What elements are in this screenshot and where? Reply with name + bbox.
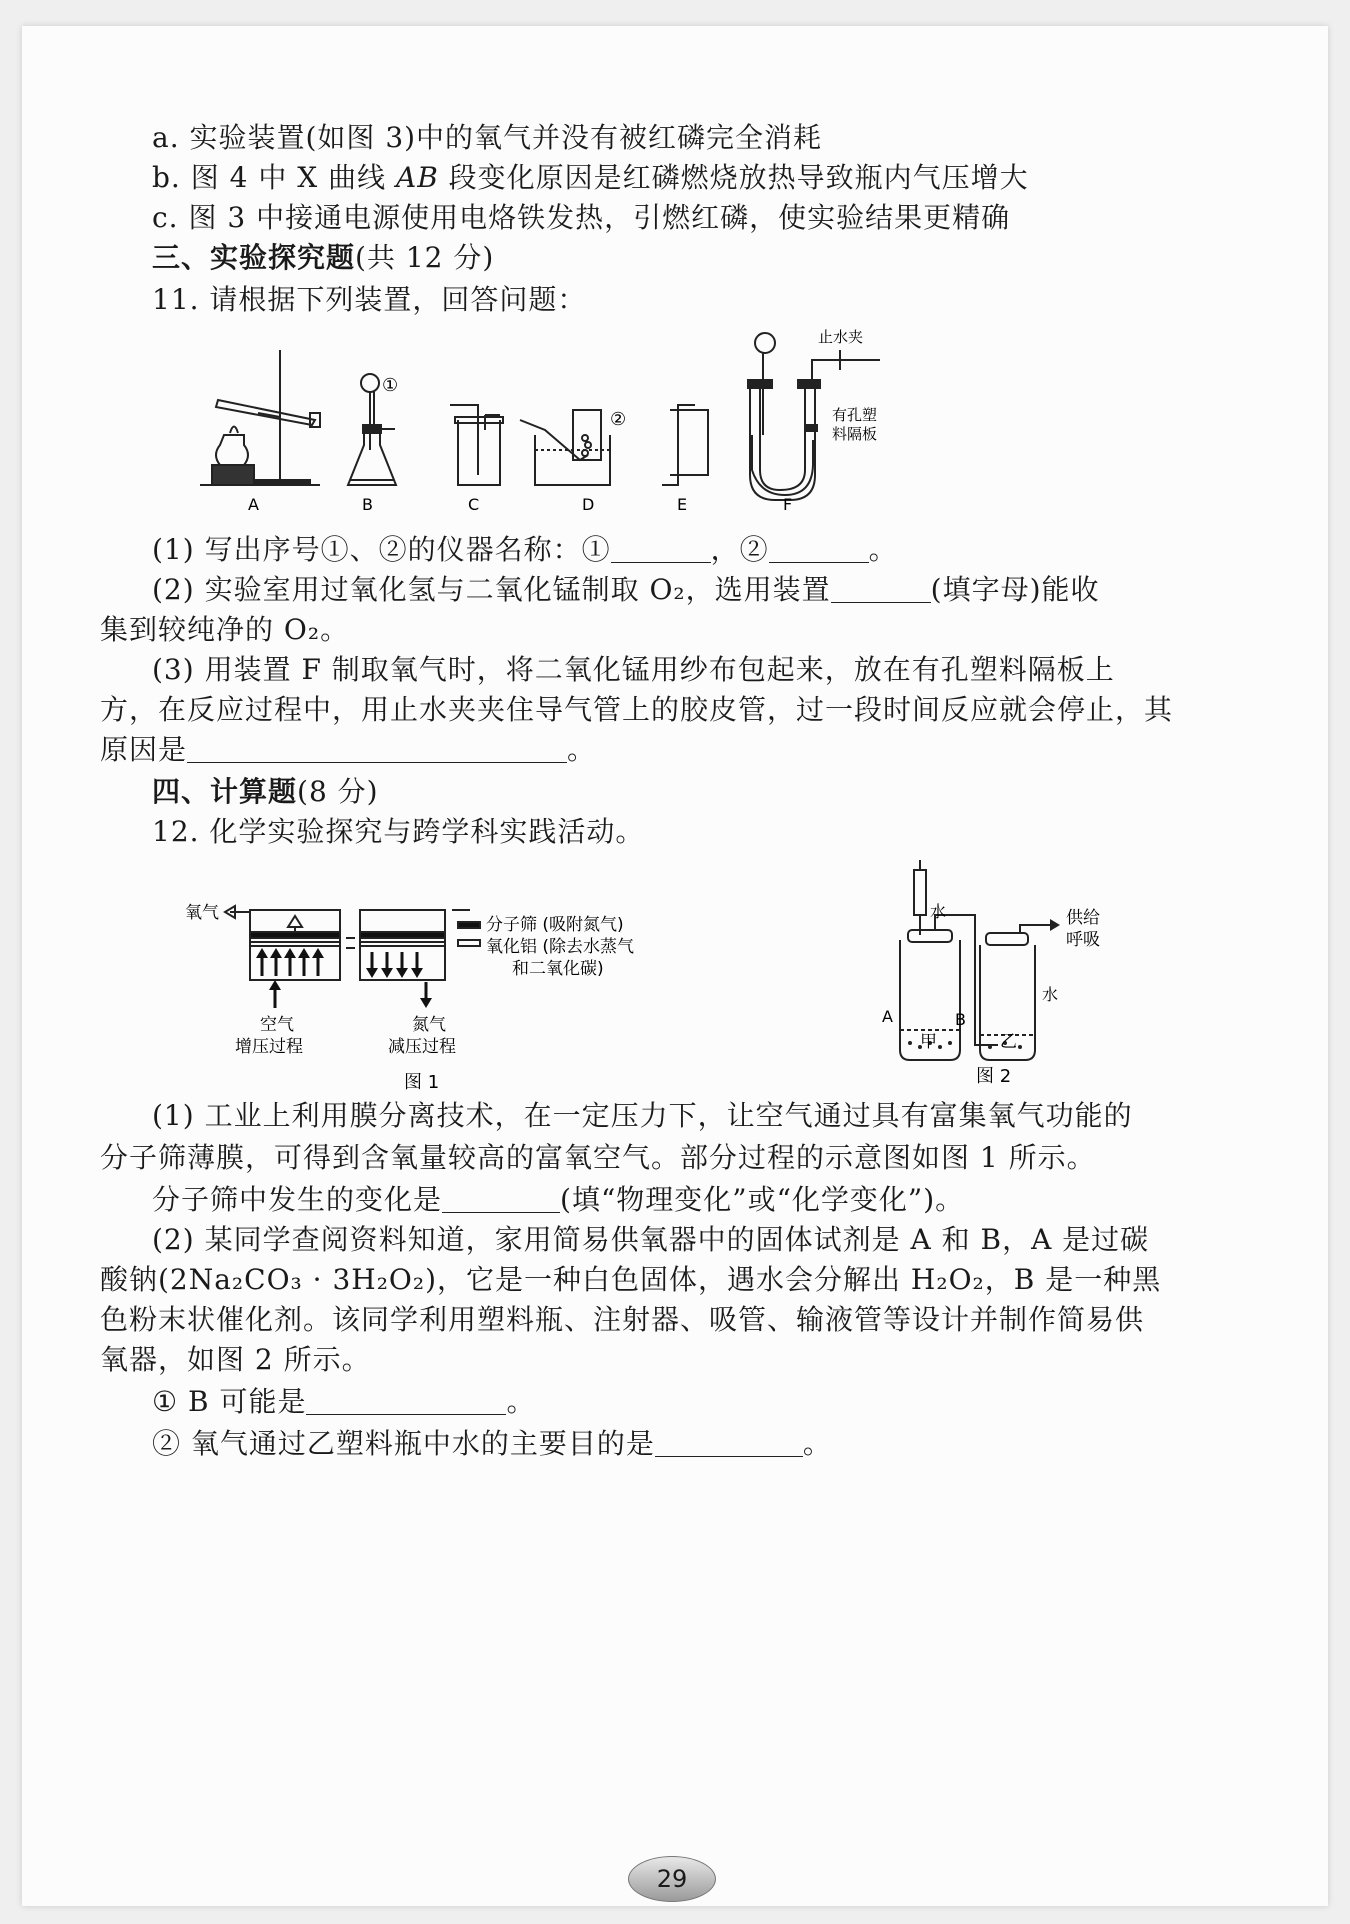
figure-1 bbox=[180, 890, 660, 1090]
option-a: a. 实验装置(如图 3)中的氧气并没有被红磷完全消耗 bbox=[152, 121, 823, 154]
label-d: D bbox=[582, 495, 595, 514]
q11-part-1: (1) 写出序号①、②的仪器名称：① ，② 。 bbox=[152, 533, 898, 566]
q12-part-1: (1) 工业上利用膜分离技术，在一定压力下，让空气通过具有富集氧气功能的 bbox=[152, 1099, 1133, 1132]
fig2-label-b: B bbox=[955, 1010, 966, 1029]
section-4-heading: 四、计算题(8 分) bbox=[152, 775, 379, 808]
q12-part-1-cont: 分子筛薄膜，可得到含氧量较高的富氧空气。部分过程的示意图如图 1 所示。 bbox=[100, 1141, 1096, 1174]
apparatus-a bbox=[200, 350, 320, 485]
apparatus-d bbox=[520, 410, 610, 485]
fig1-pressurize: 增压过程 bbox=[235, 1037, 303, 1057]
q12-sub-2: ② 氧气通过乙塑料瓶中水的主要目的是 。 bbox=[152, 1427, 832, 1460]
label-e: E bbox=[677, 495, 688, 514]
fig1-legend-1: 分子筛 (吸附氮气) bbox=[486, 915, 624, 935]
answer-blank-2[interactable] bbox=[769, 536, 869, 563]
answer-blank-3[interactable] bbox=[831, 576, 931, 603]
answer-blank-7[interactable] bbox=[655, 1430, 803, 1457]
q11-part-2-cont: 集到较纯净的 O₂。 bbox=[100, 613, 350, 646]
section-3-heading: 三、实验探究题(共 12 分) bbox=[152, 241, 495, 274]
label-f: F bbox=[783, 495, 793, 514]
q12-part-1-q: 分子筛中发生的变化是 (填“物理变化”或“化学变化”)。 bbox=[152, 1183, 965, 1216]
question-11-stem: 11. 请根据下列装置，回答问题： bbox=[152, 283, 587, 316]
label-a: A bbox=[248, 495, 259, 514]
answer-blank-1[interactable] bbox=[611, 536, 711, 563]
answer-blank-6[interactable] bbox=[306, 1388, 506, 1415]
label-c: C bbox=[468, 495, 480, 514]
q11-part-3: (3) 用装置 F 制取氧气时，将二氧化锰用纱布包起来，放在有孔塑料隔板上 bbox=[152, 653, 1115, 686]
label-plate-2: 料隔板 bbox=[832, 425, 878, 443]
label-circle-1: ① bbox=[382, 375, 399, 396]
q11-part-3-end: 原因是 。 bbox=[100, 733, 597, 766]
page-number: 29 bbox=[628, 1856, 716, 1902]
option-b: b. 图 4 中 X 曲线 AB 段变化原因是红磷燃烧放热导致瓶内气压增大 bbox=[152, 161, 1029, 194]
question-12-stem: 12. 化学实验探究与跨学科实践活动。 bbox=[152, 815, 645, 848]
fig2-label-a: A bbox=[882, 1007, 893, 1026]
fig2-water-2: 水 bbox=[1042, 985, 1059, 1004]
fig1-air: 空气 bbox=[260, 1015, 294, 1035]
q12-part-2-cont-3: 氧器，如图 2 所示。 bbox=[100, 1343, 371, 1376]
fig1-oxygen: 氧气 bbox=[185, 903, 219, 923]
fig2-caption: 图 2 bbox=[976, 1066, 1012, 1087]
label-b: B bbox=[362, 495, 373, 514]
fig1-nitrogen: 氮气 bbox=[412, 1015, 446, 1035]
q11-part-3-cont: 方，在反应过程中，用止水夹夹住导气管上的胶皮管，过一段时间反应就会停止，其 bbox=[100, 693, 1174, 726]
q12-sub-1: ① B 可能是 。 bbox=[152, 1385, 536, 1418]
answer-blank-5[interactable] bbox=[442, 1186, 560, 1213]
fig2-water-1: 水 bbox=[930, 902, 947, 921]
label-circle-2: ② bbox=[610, 409, 627, 430]
fig1-depressurize: 减压过程 bbox=[388, 1037, 456, 1057]
apparatus-figure bbox=[200, 325, 900, 520]
fig2-supply-2: 呼吸 bbox=[1066, 930, 1100, 950]
label-clamp: 止水夹 bbox=[818, 328, 864, 346]
figure-2 bbox=[880, 855, 1110, 1090]
fig2-supply-1: 供给 bbox=[1066, 908, 1100, 928]
fig1-caption: 图 1 bbox=[404, 1072, 440, 1090]
fig1-legend-3: 和二氧化碳) bbox=[512, 959, 604, 979]
apparatus-c bbox=[450, 405, 503, 485]
q12-part-2-cont-2: 色粉末状催化剂。该同学利用塑料瓶、注射器、吸管、输液管等设计并制作简易供 bbox=[100, 1303, 1145, 1336]
q11-part-2: (2) 实验室用过氧化氢与二氧化锰制取 O₂，选用装置 (填字母)能收 bbox=[152, 573, 1100, 606]
q12-part-2-cont-1: 酸钠(2Na₂CO₃ · 3H₂O₂)，它是一种白色固体，遇水会分解出 H₂O₂，B 是一种黑 bbox=[100, 1263, 1162, 1296]
option-c: c. 图 3 中接通电源使用电烙铁发热，引燃红磷，使实验结果更精确 bbox=[152, 201, 1011, 234]
fig2-jia: 甲 bbox=[920, 1032, 937, 1052]
q12-part-2: (2) 某同学查阅资料知道，家用简易供氧器中的固体试剂是 A 和 B，A 是过碳 bbox=[152, 1223, 1150, 1256]
answer-blank-4[interactable] bbox=[187, 736, 567, 763]
label-plate-1: 有孔塑 bbox=[832, 406, 878, 424]
fig2-yi: 乙 bbox=[1000, 1032, 1017, 1052]
apparatus-e bbox=[662, 405, 708, 485]
fig1-legend-2: 氧化铝 (除去水蒸气 bbox=[486, 937, 635, 957]
